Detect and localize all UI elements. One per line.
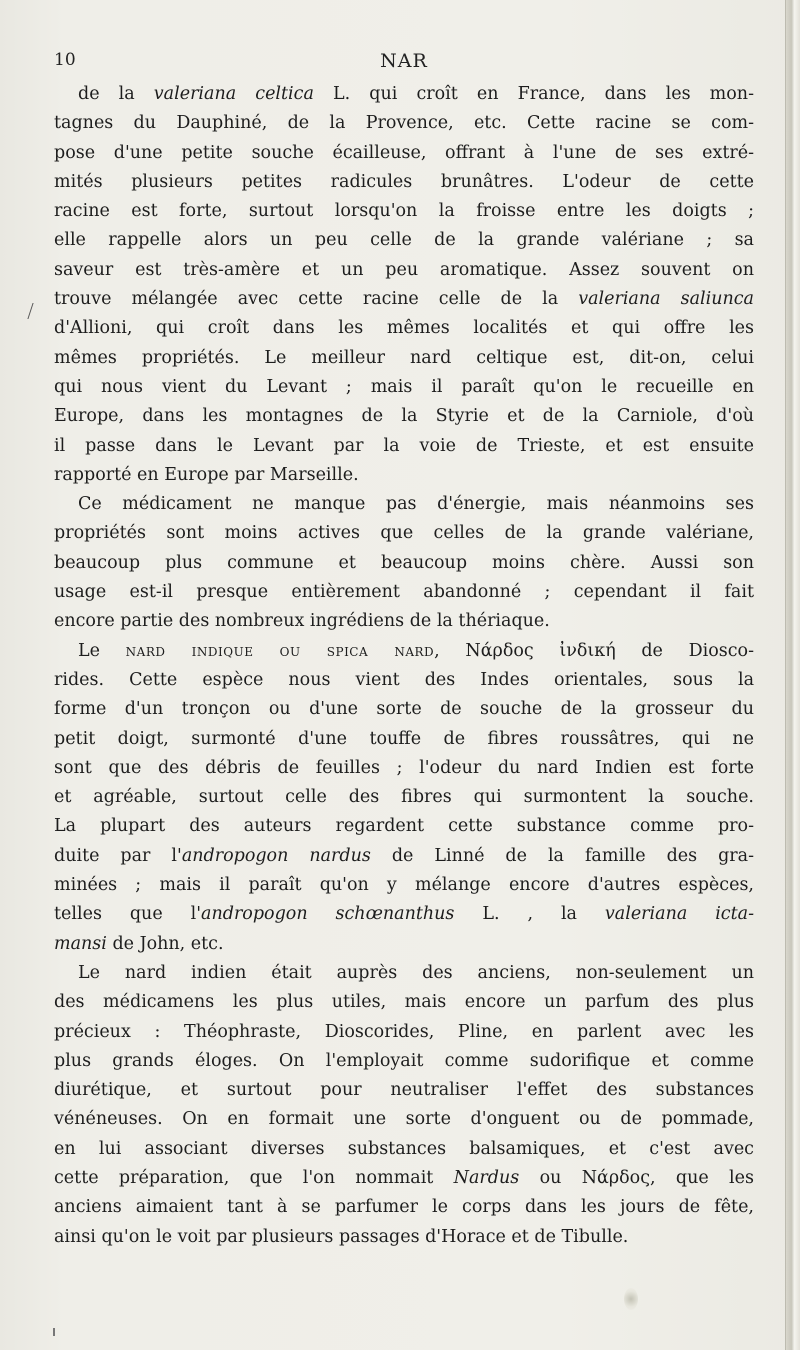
text-line: diurétique, et surtout pour neutraliser l'effet des substances bbox=[54, 1080, 754, 1101]
text-line: d'Allioni, qui croît dans les mêmes localités et qui offre les bbox=[54, 318, 754, 339]
text-line: Le nard indique ou spica nard, Νάρδος ἰνδική de Diosco- bbox=[78, 640, 754, 661]
text-line: cette préparation, que l'on nommait Nardus ou Νάρδος, que les bbox=[54, 1167, 754, 1188]
text-line: Ce médicament ne manque pas d'énergie, mais néanmoins ses bbox=[78, 494, 754, 515]
text-line: en lui associant diverses substances balsamiques, et c'est avec bbox=[54, 1138, 754, 1159]
text-line: mansi de John, etc. bbox=[54, 933, 224, 954]
margin-mark bbox=[27, 303, 43, 319]
running-head: NAR bbox=[380, 50, 428, 72]
text-line: plus grands éloges. On l'employait comme sudorifique et comme bbox=[54, 1050, 754, 1071]
text-line: forme d'un tronçon ou d'une sorte de souche de la grosseur du bbox=[54, 699, 754, 720]
page-edge bbox=[785, 0, 800, 1350]
ink-blot bbox=[624, 1288, 638, 1310]
margin-tick bbox=[53, 1328, 55, 1336]
text-line: précieux : Théophraste, Dioscorides, Pline, en parlent avec les bbox=[54, 1021, 754, 1042]
text-line: duite par l'andropogon nardus de Linné de la famille des gra- bbox=[54, 845, 754, 866]
text-line: saveur est très-amère et un peu aromatique. Assez souvent on bbox=[54, 259, 754, 280]
text-line: beaucoup plus commune et beaucoup moins chère. Aussi son bbox=[54, 552, 754, 573]
text-line: mités plusieurs petites radicules brunâtres. L'odeur de cette bbox=[54, 171, 754, 192]
text-line: de la valeriana celtica L. qui croît en France, dans les mon- bbox=[78, 84, 754, 104]
paragraph-4 bbox=[54, 959, 754, 1252]
text-line: encore partie des nombreux ingrédiens de la thériaque. bbox=[54, 611, 550, 632]
paragraph-1 bbox=[54, 80, 754, 490]
text-line: sont que des débris de feuilles ; l'odeur du nard Indien est forte bbox=[54, 757, 754, 778]
text-line: rides. Cette espèce nous vient des Indes orientales, sous la bbox=[54, 669, 754, 690]
text-line: La plupart des auteurs regardent cette substance comme pro- bbox=[54, 816, 754, 837]
text-line: racine est forte, surtout lorsqu'on la froisse entre les doigts ; bbox=[54, 201, 754, 222]
text-line: petit doigt, surmonté d'une touffe de fibres roussâtres, qui ne bbox=[54, 728, 754, 749]
page-header bbox=[54, 50, 754, 80]
text-line: elle rappelle alors un peu celle de la grande valériane ; sa bbox=[54, 230, 754, 251]
page-number: 10 bbox=[54, 50, 76, 70]
text-line: ainsi qu'on le voit par plusieurs passages d'Horace et de Tibulle. bbox=[54, 1226, 629, 1247]
text-line: usage est-il presque entièrement abandonné ; cependant il fait bbox=[54, 582, 754, 603]
text-line: et agréable, surtout celle des fibres qui surmontent la souche. bbox=[54, 787, 754, 808]
text-line: il passe dans le Levant par la voie de Trieste, et est ensuite bbox=[54, 435, 754, 456]
text-line: trouve mélangée avec cette racine celle de la valeriana saliunca bbox=[54, 289, 754, 310]
text-line: pose d'une petite souche écailleuse, offrant à l'une de ses extré- bbox=[54, 142, 754, 163]
text-line: propriétés sont moins actives que celles de la grande valériane, bbox=[54, 523, 754, 544]
paragraph-3 bbox=[54, 637, 754, 959]
paragraph-2 bbox=[54, 490, 754, 636]
body-text bbox=[54, 80, 754, 1252]
text-line: des médicamens les plus utiles, mais encore un parfum des plus bbox=[54, 992, 754, 1013]
text-line: minées ; mais il paraît qu'on y mélange encore d'autres espèces, bbox=[54, 875, 754, 896]
text-line: vénéneuses. On en formait une sorte d'onguent ou de pommade, bbox=[54, 1109, 754, 1130]
text-line: mêmes propriétés. Le meilleur nard celtique est, dit-on, celui bbox=[54, 347, 754, 368]
text-line: qui nous vient du Levant ; mais il paraît qu'on le recueille en bbox=[54, 376, 754, 397]
text-line: Le nard indien était auprès des anciens, non-seulement un bbox=[78, 962, 754, 983]
text-line: telles que l'andropogon schœnanthus L. , la valeriana icta- bbox=[54, 904, 754, 925]
text-line: tagnes du Dauphiné, de la Provence, etc. Cette racine se com- bbox=[54, 113, 754, 134]
text-line: rapporté en Europe par Marseille. bbox=[54, 464, 359, 485]
text-line: anciens aimaient tant à se parfumer le corps dans les jours de fête, bbox=[54, 1197, 754, 1218]
text-line: Europe, dans les montagnes de la Styrie et de la Carniole, d'où bbox=[54, 406, 754, 427]
